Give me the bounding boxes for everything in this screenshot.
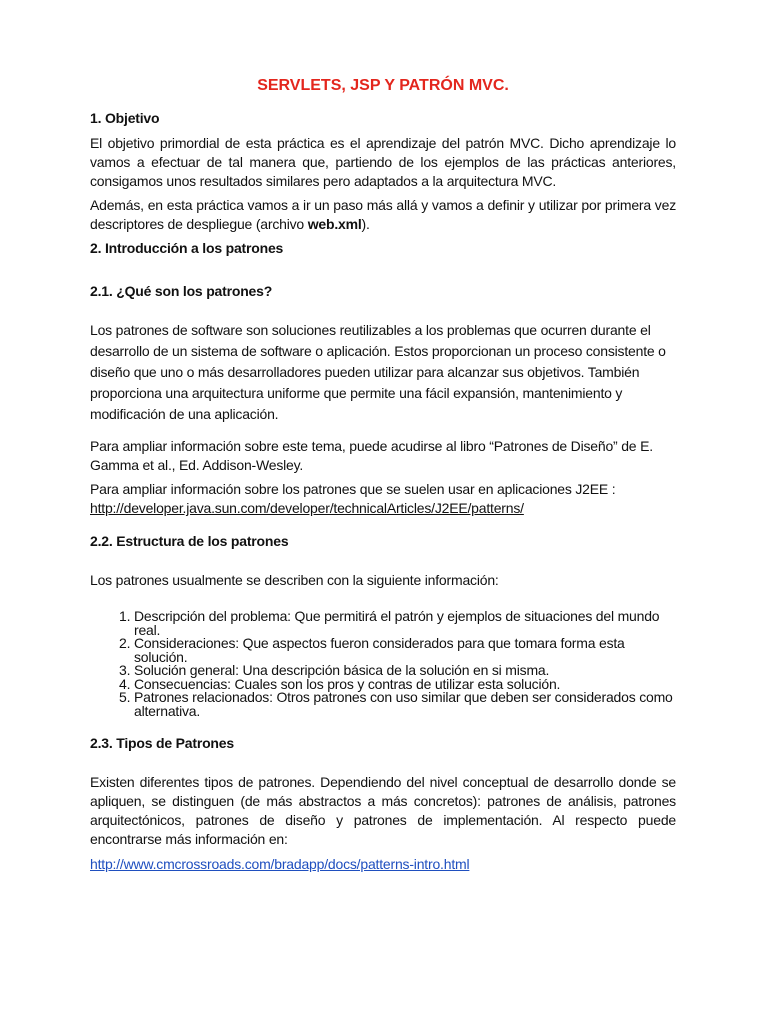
link-patterns-intro[interactable]: http://www.cmcrossroads.com/bradapp/docs/patterns-intro.html: [90, 856, 470, 872]
paragraph-j2ee: Para ampliar información sobre los patrones que se suelen usar en aplicaciones J2EE :: [90, 481, 616, 497]
pattern-info-list: [90, 610, 676, 718]
list-item: 1. Descripción del problema: Que permitirá el patrón y ejemplos de situaciones del mundo real.: [134, 610, 676, 637]
descriptores-text-start: Además, en esta práctica vamos a ir un paso más allá y vamos a definir y utilizar por primera vez descriptores de despliegue (archivo: [90, 197, 676, 232]
webxml-bold: web.xml: [307, 216, 362, 232]
paragraph-gamma: Para ampliar información sobre este tema, puede acudirse al libro “Patrones de Diseño” de E. Gamma et al., Ed. Addison-Wesley.: [90, 438, 653, 473]
list-item: 2. Consideraciones: Que aspectos fueron considerados para que tomara forma esta solución.: [134, 637, 676, 664]
section-heading-que-son: 2.1. ¿Qué son los patrones?: [90, 283, 273, 299]
document-title: SERVLETS, JSP Y PATRÓN MVC.: [257, 77, 509, 94]
section-heading-introduccion: 2. Introducción a los patrones: [90, 240, 284, 256]
paragraph-objetivo: El objetivo primordial de esta práctica es el aprendizaje del patrón MVC. Dicho aprendizaje lo vamos a efectuar de tal manera que, partiendo de los ejemplos de las prácticas anteriores, consigamos unos resultados similares pero adaptados a la arquitectura MVC.: [90, 135, 676, 189]
list-item: 4. Consecuencias: Cuales son los pros y contras de utilizar esta solución.: [134, 678, 676, 692]
paragraph-que-son: Los patrones de software son soluciones reutilizables a los problemas que ocurren durante el desarrollo de un sistema de software o aplicación. Estos proporcionan un proceso consistente o diseño que uno o más desarrolladores pueden utilizar para alcanzar sus objetivos. También proporciona una arquitectura uniforme que permite una fácil expansión, mantenimiento y modificación de una aplicación.: [90, 322, 666, 422]
paragraph-tipos: Existen diferentes tipos de patrones. Dependiendo del nivel conceptual de desarrollo donde se apliquen, se distinguen (de más abstractos a más concretos): patrones de análisis, patrones arquitectónicos, patrones de diseño y patrones de implementación. Al respecto puede encontrarse más información en:: [90, 774, 676, 847]
descriptores-text-end: ).: [361, 216, 370, 232]
section-heading-tipos: 2.3. Tipos de Patrones: [90, 735, 234, 751]
link-container-j2ee: [90, 499, 676, 518]
document-page: [90, 76, 676, 874]
link-container-cmcrossroads: [90, 855, 676, 874]
paragraph-descriptores: [90, 196, 676, 234]
list-item: 5. Patrones relacionados: Otros patrones con uso similar que deben ser considerados como alternativa.: [134, 691, 676, 718]
list-item: 3. Solución general: Una descripción básica de la solución en si misma.: [134, 664, 676, 678]
link-j2ee-patterns[interactable]: http://developer.java.sun.com/developer/technicalArticles/J2EE/patterns/: [90, 500, 524, 516]
section-heading-estructura: 2.2. Estructura de los patrones: [90, 533, 289, 549]
section-heading-objetivo: 1. Objetivo: [90, 110, 160, 126]
paragraph-estructura-intro: Los patrones usualmente se describen con la siguiente información:: [90, 572, 499, 588]
